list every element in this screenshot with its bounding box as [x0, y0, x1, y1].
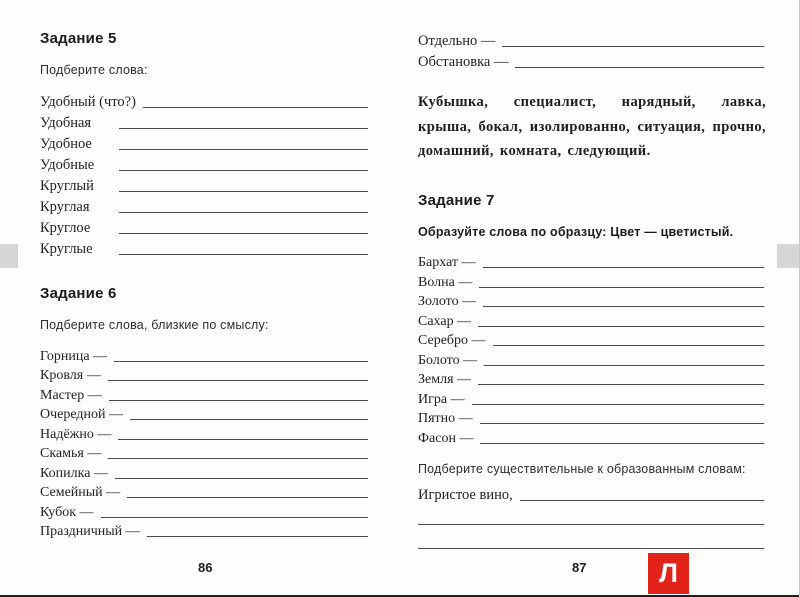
answer-line — [130, 419, 368, 420]
word-label: Фасон — — [418, 430, 474, 446]
fill-in-row — [418, 51, 766, 72]
answer-line — [101, 517, 368, 518]
fill-in-row — [40, 463, 370, 483]
answer-line — [118, 439, 368, 440]
fill-in-row — [40, 424, 370, 444]
example-answer: Игристое вино, — [418, 486, 513, 503]
word-label: Удобное — [40, 136, 92, 152]
fill-in-row — [418, 428, 766, 448]
fill-in-row — [40, 175, 370, 196]
fill-in-row — [418, 409, 766, 429]
fill-in-row — [40, 502, 370, 522]
fill-in-row — [418, 292, 766, 312]
left-page — [40, 30, 370, 541]
word-label: Круглые — [40, 241, 93, 257]
answer-line — [119, 128, 368, 129]
answer-line — [480, 423, 764, 424]
task6-continued-rows — [418, 30, 766, 72]
answer-line — [484, 365, 764, 366]
word-label: Очередной — — [40, 407, 124, 422]
answer-line — [143, 107, 368, 108]
task7-answer-rows — [418, 484, 766, 553]
word-label: Волна — — [418, 274, 473, 290]
fill-in-row — [40, 346, 370, 366]
answer-line — [483, 267, 764, 268]
answer-line — [493, 345, 764, 346]
answer-line — [479, 287, 764, 288]
word-label: Кровля — — [40, 368, 101, 383]
answer-line — [119, 149, 368, 150]
answer-line — [478, 384, 764, 385]
answer-line — [108, 458, 368, 459]
task7-instruction: Образуйте слова по образцу: Цвет — цветистый. — [418, 224, 734, 239]
answer-line — [119, 233, 368, 234]
answer-line — [115, 478, 368, 479]
answer-line — [127, 497, 368, 498]
word-label: Кубок — — [40, 504, 94, 520]
page-number-left: 86 — [198, 560, 213, 575]
answer-line — [478, 326, 764, 327]
word-label: Сахар — — [418, 313, 472, 329]
fill-in-row — [40, 366, 370, 386]
fill-in-row — [418, 253, 766, 273]
answer-line — [418, 548, 764, 549]
word-label: Копилка — — [40, 465, 108, 481]
word-label: Удобный (что?) — [40, 94, 136, 110]
fill-in-row — [418, 484, 766, 505]
right-page — [418, 30, 766, 553]
word-label: Круглое — [40, 220, 91, 236]
answer-line — [480, 443, 764, 444]
task7-title: Задание 7 — [418, 191, 495, 209]
word-label: Удобные — [40, 157, 95, 173]
word-label: Мастер — — [40, 387, 102, 403]
fill-in-row — [418, 370, 766, 390]
answer-line — [119, 170, 368, 171]
fill-in-row — [418, 389, 766, 409]
fill-in-row — [40, 133, 370, 154]
word-label: Отдельно — — [418, 33, 496, 49]
scan-edge-tab-left — [0, 244, 18, 268]
task6-instruction: Подберите слова, близкие по смыслу: — [40, 318, 269, 332]
fill-in-row — [418, 30, 766, 51]
fill-in-row — [418, 505, 766, 529]
word-label: Круглая — [40, 199, 90, 215]
watermark-logo — [648, 553, 689, 594]
answer-line — [108, 380, 368, 381]
page-number-right: 87 — [572, 560, 587, 575]
answer-line — [502, 46, 764, 47]
fill-in-row — [418, 331, 766, 351]
word-label: Пятно — — [418, 411, 473, 427]
watermark-letter: Л — [659, 558, 678, 588]
fill-in-row — [418, 272, 766, 292]
fill-in-row — [40, 91, 370, 112]
fill-in-row — [418, 350, 766, 370]
answer-line — [472, 404, 764, 405]
answer-line — [147, 536, 368, 537]
task5-title: Задание 5 — [40, 30, 117, 47]
word-label: Игра — — [418, 391, 465, 407]
fill-in-row — [418, 529, 766, 553]
task6-title: Задание 6 — [40, 285, 117, 302]
word-label: Скамья — — [40, 446, 102, 461]
word-label: Серебро — — [418, 333, 486, 349]
fill-in-row — [40, 217, 370, 238]
answer-line — [483, 306, 764, 307]
answer-line — [109, 400, 368, 401]
answer-line — [119, 254, 368, 255]
word-label: Золото — — [418, 294, 477, 310]
word-bank: Кубышка, специалист, нарядный, лавка, крыша, бокал, изолированно, ситуация, прочно, домашний, комната, следующий. — [418, 94, 766, 160]
task7-instruction-2: Подберите существительные к образованным словам: — [418, 461, 746, 476]
fill-in-row — [40, 196, 370, 217]
word-label: Удобная — [40, 115, 92, 131]
word-label: Праздничный — — [40, 524, 140, 539]
word-label: Земля — — [418, 372, 472, 388]
word-label: Бархат — — [418, 255, 476, 271]
answer-line — [418, 524, 764, 525]
task7-rows — [418, 253, 766, 448]
answer-line — [520, 500, 764, 501]
fill-in-row — [40, 385, 370, 405]
task5-instruction: Подберите слова: — [40, 63, 148, 77]
fill-in-row — [40, 238, 370, 259]
word-label: Обстановка — — [418, 54, 509, 70]
answer-line — [119, 191, 368, 192]
fill-in-row — [40, 444, 370, 464]
word-label: Круглый — [40, 178, 94, 194]
fill-in-row — [40, 154, 370, 175]
task6-rows — [40, 346, 370, 541]
fill-in-row — [40, 112, 370, 133]
fill-in-row — [418, 311, 766, 331]
fill-in-row — [40, 405, 370, 425]
answer-line — [515, 67, 764, 68]
word-label: Горница — — [40, 348, 108, 364]
task5-rows — [40, 91, 370, 259]
word-label: Надёжно — — [40, 426, 112, 442]
fill-in-row — [40, 522, 370, 542]
answer-line — [119, 212, 368, 213]
fill-in-row — [40, 483, 370, 503]
word-label: Семейный — — [40, 485, 121, 500]
scan-edge-tab-right — [777, 244, 799, 268]
word-label: Болото — — [418, 352, 478, 368]
answer-line — [114, 361, 368, 362]
